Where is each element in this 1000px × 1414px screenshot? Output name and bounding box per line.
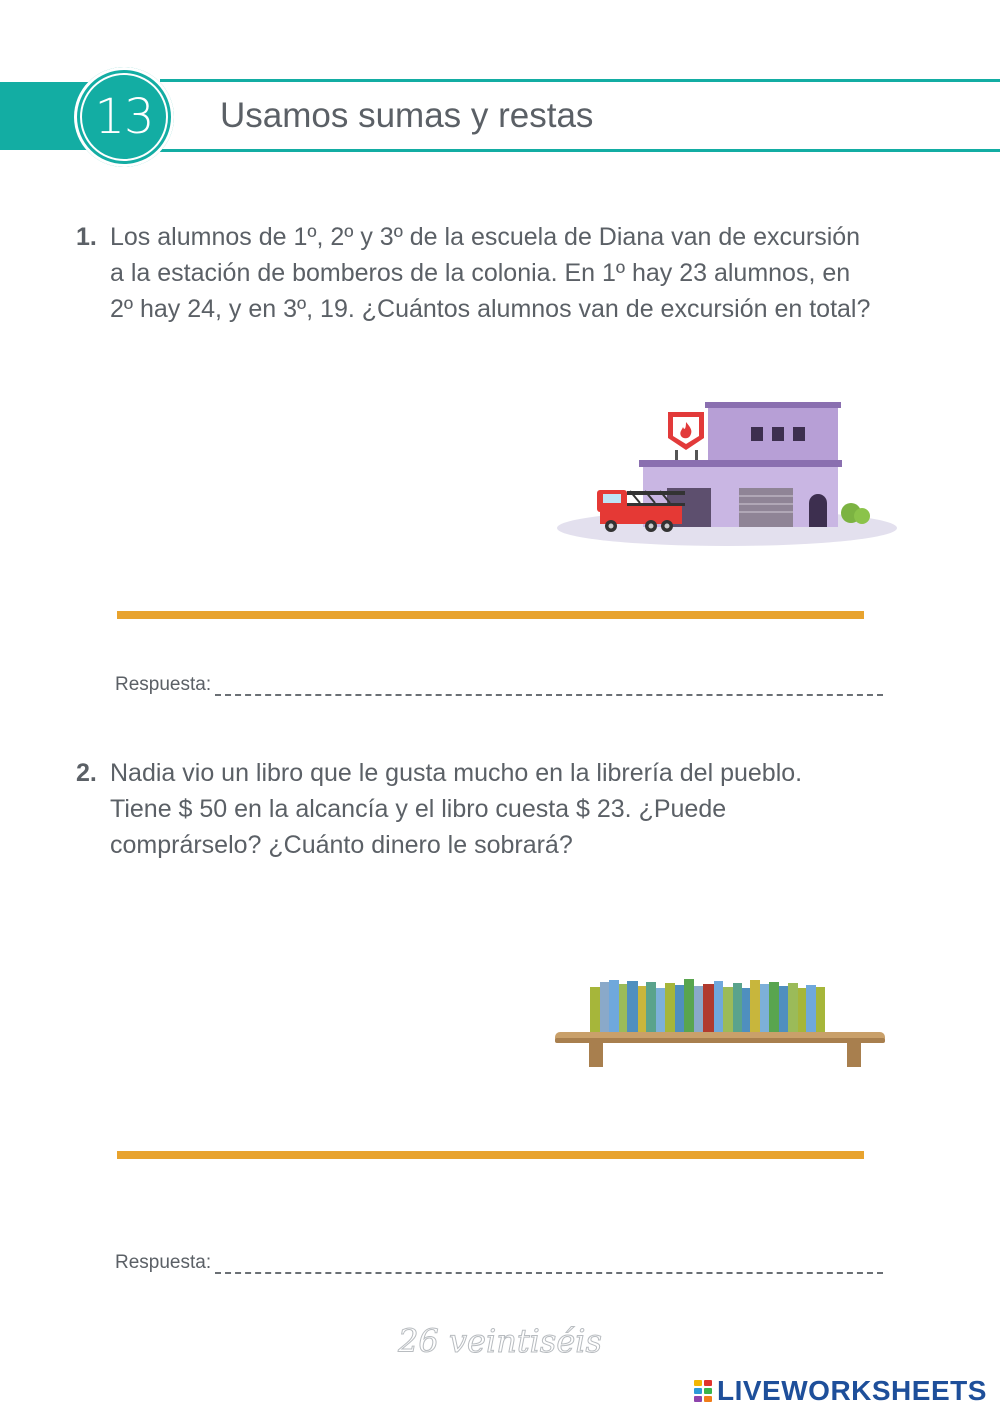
brand-name: LIVEWORKSHEETS — [717, 1375, 987, 1406]
answer-input[interactable] — [215, 676, 883, 696]
answer-input[interactable] — [215, 1254, 883, 1274]
question-number: 2. — [76, 759, 97, 787]
question-line: Los alumnos de 1º, 2º y 3º de la escuela de Diana van de excursión — [110, 223, 861, 251]
answer-row — [115, 674, 883, 696]
question-text — [110, 755, 930, 863]
question-number: 1. — [76, 223, 97, 251]
page-number: 26 veintiséis — [398, 1322, 602, 1360]
bookshelf-illustration — [555, 972, 887, 1070]
answer-label: Respuesta: — [115, 674, 212, 695]
fire-station-illustration — [555, 400, 900, 550]
page-title: Usamos sumas y restas — [220, 96, 594, 135]
question-line: Nadia vio un libro que le gusta mucho en la librería del pueblo. — [110, 759, 803, 787]
question-line: comprárselo? ¿Cuánto dinero le sobrará? — [110, 831, 573, 859]
answer-label: Respuesta: — [115, 1252, 212, 1273]
answer-work-line[interactable] — [117, 1151, 864, 1159]
question-line: Tiene $ 50 en la alcancía y el libro cuesta $ 23. ¿Puede — [110, 795, 727, 823]
question-text — [110, 219, 930, 327]
brand-logo[interactable] — [693, 1375, 987, 1407]
question-line: a la estación de bomberos de la colonia. En 1º hay 23 alumnos, en — [110, 259, 851, 287]
answer-work-line[interactable] — [117, 611, 864, 619]
answer-row — [115, 1252, 883, 1274]
liveworksheets-icon — [693, 1379, 713, 1403]
lesson-number-badge — [74, 67, 174, 167]
header-line-top — [160, 79, 1000, 82]
header-line-bottom — [160, 149, 1000, 152]
lesson-number: 13 — [80, 73, 168, 161]
question-line: 2º hay 24, y en 3º, 19. ¿Cuántos alumnos van de excursión en total? — [110, 295, 871, 323]
